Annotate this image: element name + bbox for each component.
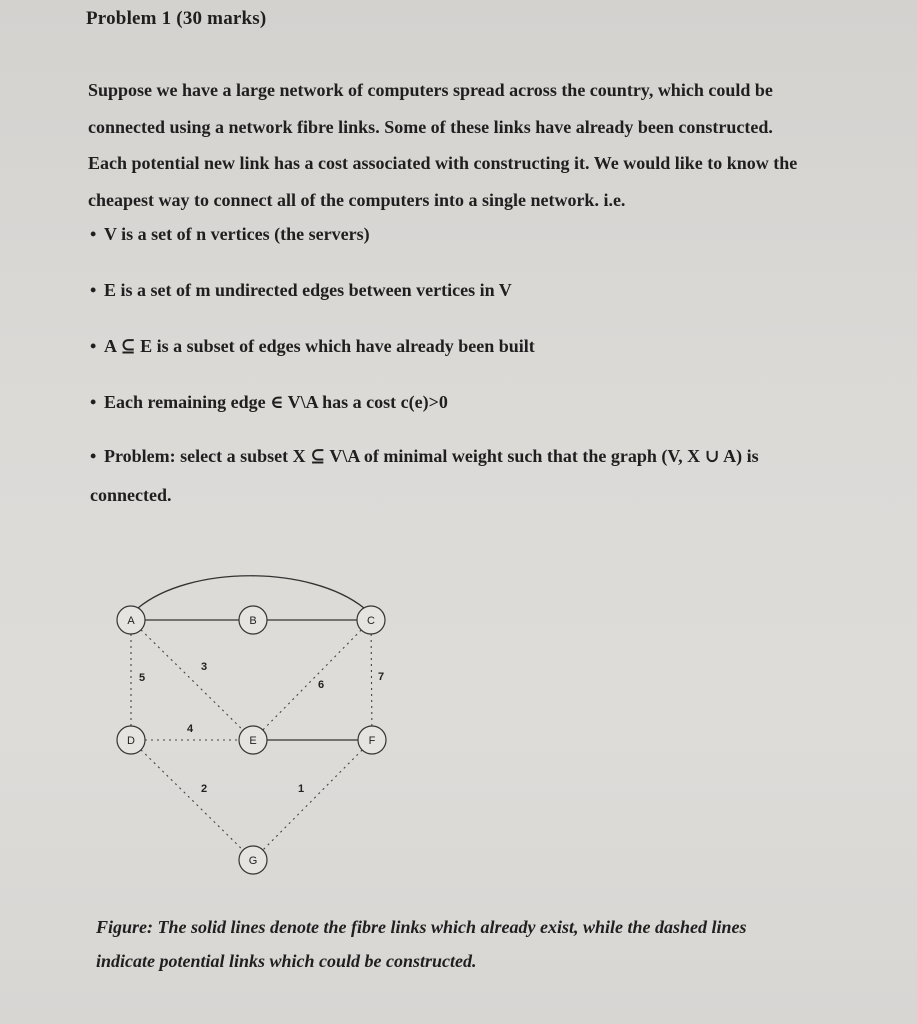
bullet-dot: • — [90, 224, 97, 244]
dashed-edge-F-G — [263, 750, 362, 850]
node-label-D: D — [127, 735, 135, 747]
caption-line-1: Figure: The solid lines denote the fibre links which already exist, while the dashed lines — [96, 917, 747, 937]
node-G — [239, 846, 267, 874]
intro-line-4: cheapest way to connect all of the computers into a single network. i.e. — [88, 189, 626, 210]
bullet-dot: • — [90, 392, 97, 412]
bullet-dot: • — [90, 280, 97, 300]
node-label-E: E — [249, 735, 257, 747]
intro-line-1: Suppose we have a large network of computers spread across the country, which could be — [88, 80, 773, 100]
node-label-A: A — [127, 615, 135, 627]
bullet-text: Problem: select a subset X ⊆ V\A of minimal weight such that the graph (V, X ∪ A) is — [104, 446, 759, 466]
bullet-costs — [90, 392, 448, 413]
bullet-text: Each remaining edge ∈ V\A has a cost c(e)>0 — [104, 392, 448, 412]
network-graph — [0, 560, 917, 890]
node-F — [358, 726, 386, 754]
figure-caption — [96, 910, 836, 978]
bullet-dot: • — [90, 446, 97, 466]
dashed-edge-D-G — [141, 750, 243, 850]
problem-title: Problem 1 (30 marks) — [86, 8, 267, 29]
edge-cost-C-E: 6 — [317, 679, 325, 691]
bullet-dot: • — [90, 336, 97, 356]
caption-line-2: indicate potential links which could be constructed. — [96, 951, 477, 971]
bullet-vertices — [90, 224, 370, 245]
bullet-edges — [90, 280, 512, 301]
intro-paragraph — [88, 72, 878, 218]
node-B — [239, 606, 267, 634]
bullet-continuation: connected. — [90, 485, 172, 505]
node-label-G: G — [248, 855, 258, 867]
solid-edge-A-C — [138, 576, 364, 608]
edge-cost-A-D: 5 — [138, 672, 146, 684]
intro-line-3: Each potential new link has a cost associated with constructing it. We would like to know the — [88, 153, 798, 173]
node-label-C: C — [367, 615, 375, 627]
graph-edge-labels — [139, 661, 384, 795]
node-label-B: B — [249, 615, 257, 627]
intro-line-2: connected using a network fibre links. Some of these links have already been constructed. — [88, 116, 773, 137]
node-A — [117, 606, 145, 634]
node-D — [117, 726, 145, 754]
edge-cost-D-G: 2 — [200, 783, 208, 795]
dashed-edge-A-E — [138, 630, 243, 730]
bullet-built-edges — [90, 336, 535, 357]
dashed-edge-C-F — [371, 634, 372, 726]
node-label-F: F — [368, 735, 376, 747]
bullet-text: E is a set of m undirected edges between vertices in V — [104, 280, 512, 300]
node-C — [357, 606, 385, 634]
bullet-problem — [90, 446, 759, 467]
bullet-text: A ⊆ E is a subset of edges which have already been built — [104, 336, 535, 356]
edge-cost-A-E: 3 — [200, 661, 208, 673]
edge-cost-C-F: 7 — [377, 671, 385, 683]
bullet-text: V is a set of n vertices (the servers) — [104, 224, 370, 244]
edge-cost-F-G: 1 — [297, 783, 305, 795]
node-E — [239, 726, 267, 754]
dashed-edge-C-E — [263, 630, 361, 730]
edge-cost-D-E: 4 — [186, 723, 194, 735]
